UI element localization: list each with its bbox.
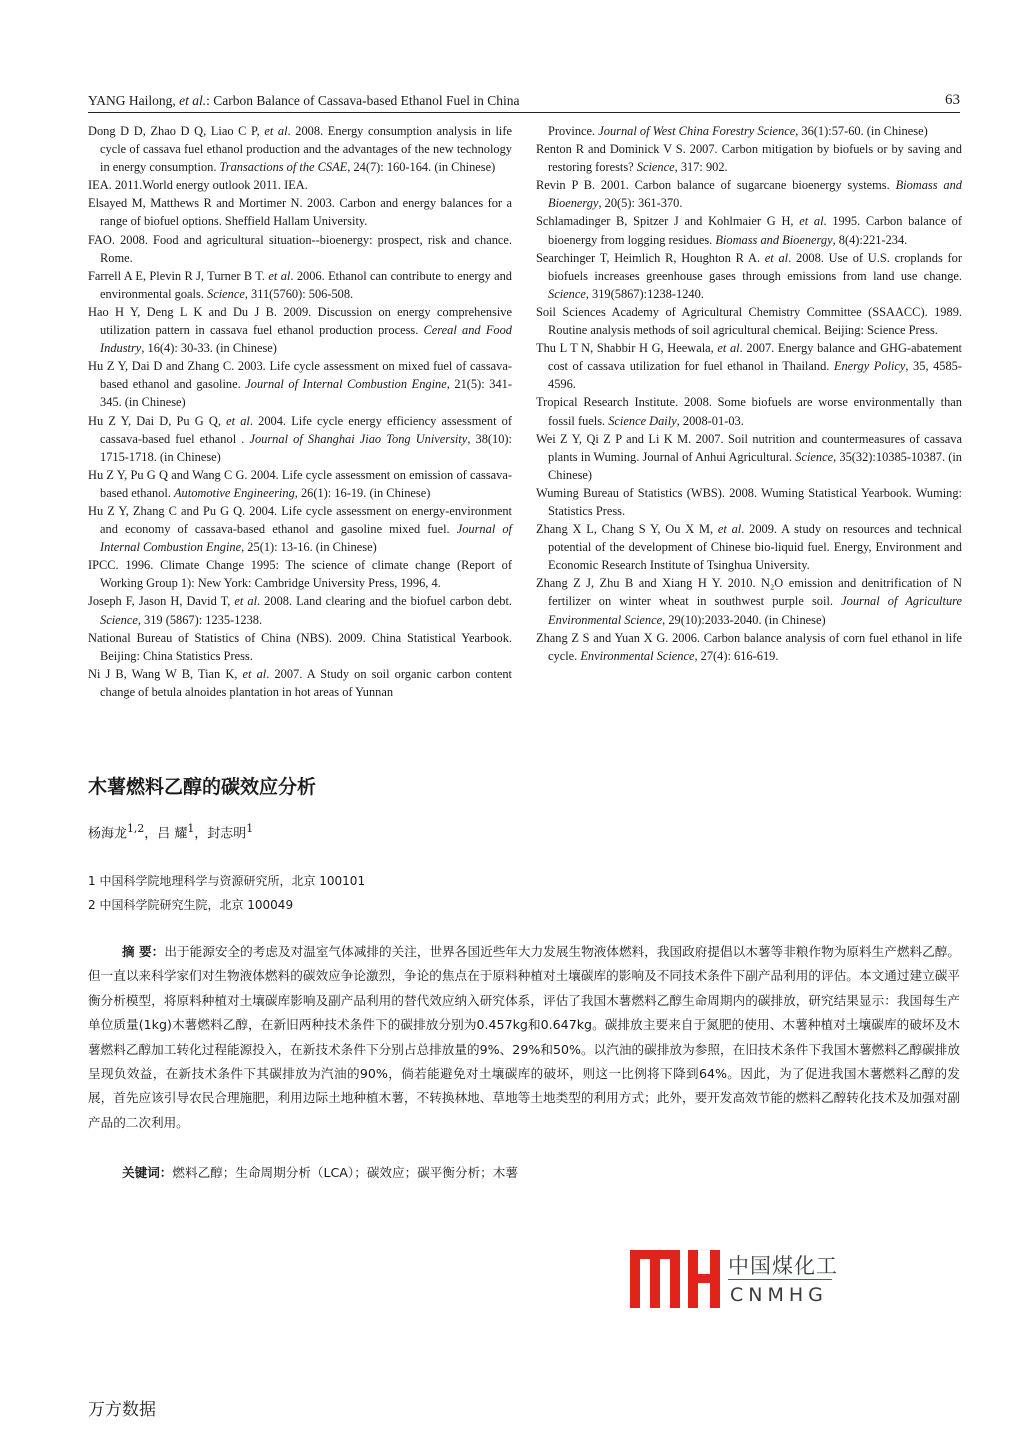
chinese-abstract [88, 940, 960, 1135]
reference-item: Farrell A E, Plevin R J, Turner B T. et al. 2006. Ethanol can contribute to energy and environmental goals. Science, 311(5760): 506-508. [88, 268, 512, 301]
reference-item: Soil Sciences Academy of Agricultural Chemistry Committee (SSAACC). 1989. Routine analysis methods of soil agricultural chemical. Beijing: Science Press. [536, 304, 962, 338]
reference-item: Elsayed M, Matthews R and Mortimer N. 2003. Carbon and energy balances for a range of biofuel options. Sheffield Hallam University. [88, 196, 512, 229]
logo-english-text: CNMHG [730, 1284, 828, 1306]
reference-item: Renton R and Dominick V S. 2007. Carbon mitigation by biofuels or by saving and restoring forests? Science, 317: 902. [536, 142, 962, 175]
chinese-keywords [122, 1162, 518, 1181]
abstract-label: 摘 要： [122, 944, 165, 959]
reference-item: Hu Z Y, Dai D and Zhang C. 2003. Life cycle assessment on mixed fuel of cassava-based ethanol and gasoline. Journal of Internal Combustion Engine, 21(5): 341-345. (in Chinese) [88, 359, 512, 410]
references-left-column [88, 122, 512, 701]
reference-item: IPCC. 1996. Climate Change 1995: The science of climate change (Report of Working Group 1): New York: Cambridge University Press, 1996, 4. [88, 558, 512, 591]
reference-item: Wuming Bureau of Statistics (WBS). 2008. Wuming Statistical Yearbook. Wuming: Statistics Press. [536, 485, 962, 518]
reference-item: Zhang Z S and Yuan X G. 2006. Carbon balance analysis of corn fuel ethanol in life cycle. Environmental Science, 27(4): 616-619. [536, 630, 962, 663]
reference-item: Zhang X L, Chang S Y, Ou X M, et al. 2009. A study on resources and technical potential of the development of Chinese bio-liquid fuel. Energy, Environment and Economic Research Institute of Tsinghua University. [536, 522, 962, 573]
reference-item: FAO. 2008. Food and agricultural situation--bioenergy: prospect, risk and chance. Rome. [88, 232, 512, 265]
reference-item: IEA. 2011.World energy outlook 2011. IEA. [88, 178, 308, 193]
reference-item: Zhang Z J, Zhu B and Xiang H Y. 2010. N₂O emission and denitrification of N fertilizer on winter wheat in southwest purple soil. Journal of Agriculture Environmental Science, 29(10):2033-2040. (in Chinese) [536, 576, 962, 627]
reference-item: Tropical Research Institute. 2008. Some biofuels are worse environmentally than fossil fuels. Science Daily, 2008-01-03. [536, 395, 962, 428]
reference-item: National Bureau of Statistics of China (NBS). 2009. China Statistical Yearbook. Beijing: China Statistics Press. [88, 630, 512, 663]
reference-item: Dong D D, Zhao D Q, Liao C P, et al. 2008. Energy consumption analysis in life cycle of cassava fuel ethanol production and the advantages of the new technology in energy consumption. Transactions of the CSAE, 24(7): 160-164. (in Chinese) [88, 124, 512, 175]
reference-item: Hu Z Y, Pu G Q and Wang C G. 2004. Life cycle assessment on emission of cassava-based ethanol. Automotive Engineering, 26(1): 16-19. (in Chinese) [88, 467, 512, 500]
keywords-label: 关键词： [122, 1165, 173, 1180]
reference-item: Ni J B, Wang W B, Tian K, et al. 2007. A Study on soil organic carbon content change of betula alnoides plantation in hot areas of Yunnan [88, 666, 512, 699]
reference-item: Schlamadinger B, Spitzer J and Kohlmaier G H, et al. 1995. Carbon balance of bioenergy from logging residues. Biomass and Bioenergy, 8(4):221-234. [536, 214, 962, 247]
keywords-text: 燃料乙醇；生命周期分析（LCA）；碳效应；碳平衡分析；木薯 [172, 1165, 518, 1180]
abstract-text: 出于能源安全的考虑及对温室气体减排的关注，世界各国近些年大力发展生物液体燃料，我国政府提倡以木薯等非粮作物为原料生产燃料乙醇。但一直以来科学家们对生物液体燃料的碳效应争论激烈，争论的焦点在于原料种植对土壤碳库的影响及不同技术条件下副产品利用的评估。本文通过建立碳平衡分析模型，将原料种植对土壤碳库影响及副产品利用的替代效应纳入研究体系，评估了我国木薯燃料乙醇生命周期内的碳排放，研究结果显示：我国每生产单位质量(1kg)木薯燃料乙醇，在新旧两种技术条件下的碳排放分别为0.457kg和0.647kg。碳排放主要来自于氮肥的使用、木薯种植对土壤碳库的破坏及木薯燃料乙醇加工转化过程能源投入，在新技术条件下分别占总排放量的9%、29%和50%。以汽油的碳排放为参照，在旧技术条件下我国木薯燃料乙醇碳排放呈现负效益，在新技术条件下其碳排放为汽油的90%，倘若能避免对土壤碳库的破坏，则这一比例将下降到64%。因此，为了促进我国木薯燃料乙醇的发展，首先应该引导农民合理施肥，利用边际土地种植木薯，不转换林地、草地等土地类型的利用方式；此外，要开发高效节能的燃料乙醇转化技术及加强对副产品的二次利用。 [88, 944, 960, 1130]
reference-item: Revin P B. 2001. Carbon balance of sugarcane bioenergy systems. Biomass and Bioenergy, 20(5): 361-370. [536, 178, 962, 211]
logo-divider [728, 1279, 832, 1280]
affiliation-2: 2 中国科学院研究生院，北京 100049 [88, 898, 294, 912]
reference-item: Province. Journal of West China Forestry Science, 36(1):57-60. (in Chinese) [548, 124, 928, 138]
reference-item: Hao H Y, Deng L K and Du J B. 2009. Discussion on energy comprehensive utilization pattern in cassava fuel ethanol production process. Cereal and Food Industry, 16(4): 30-33. (in Chinese) [88, 304, 512, 356]
footer-watermark: 万方数据 [88, 1400, 156, 1420]
chinese-title: 木薯燃料乙醇的碳效应分析 [88, 776, 317, 798]
reference-item: Hu Z Y, Zhang C and Pu G Q. 2004. Life cycle assessment on energy-environment and economy of cassava-based ethanol and gasoline mixed fuel. Journal of Internal Combustion Engine, 25(1): 13-16. (in Chinese) [88, 503, 513, 555]
running-header [88, 88, 960, 113]
page-number: 63 [945, 92, 960, 108]
reference-item: Joseph F, Jason H, David T, et al. 2008. Land clearing and the biofuel carbon debt. Science, 319 (5867): 1235-1238. [88, 594, 512, 627]
affiliation-1: 1 中国科学院地理科学与资源研究所，北京 100101 [88, 874, 366, 888]
reference-item: Searchinger T, Heimlich R, Houghton R A. et al. 2008. Use of U.S. croplands for biofuels increases greenhouse gases through emissions from land use change. Science, 319(5867):1238-1240. [536, 250, 962, 301]
logo-chinese-text: 中国煤化工 [728, 1254, 838, 1278]
reference-item: Thu L T N, Shabbir H G, Heewala, et al. 2007. Energy balance and GHG-abatement cost of cassava utilization for fuel ethanol in Thailand. Energy Policy, 35, 4585-4596. [536, 341, 962, 392]
running-title: YANG Hailong, et al.: Carbon Balance of Cassava-based Ethanol Fuel in China [88, 93, 520, 108]
chinese-authors: 杨海龙$^{1,2}$，吕 耀$^1$，封志明$^1$ [88, 822, 254, 842]
reference-item: Wei Z Y, Qi Z P and Li K M. 2007. Soil nutrition and countermeasures of cassava plants in Wuming. Journal of Anhui Agricultural. Science, 35(32):10385-10387. (in Chinese) [536, 431, 962, 482]
reference-item: Hu Z Y, Dai D, Pu G Q, et al. 2004. Life cycle energy efficiency assessment of cassava-based fuel ethanol . Journal of Shanghai Jiao Tong University, 38(10): 1715-1718. (in Chinese) [88, 413, 513, 464]
references-right-column [536, 122, 962, 665]
